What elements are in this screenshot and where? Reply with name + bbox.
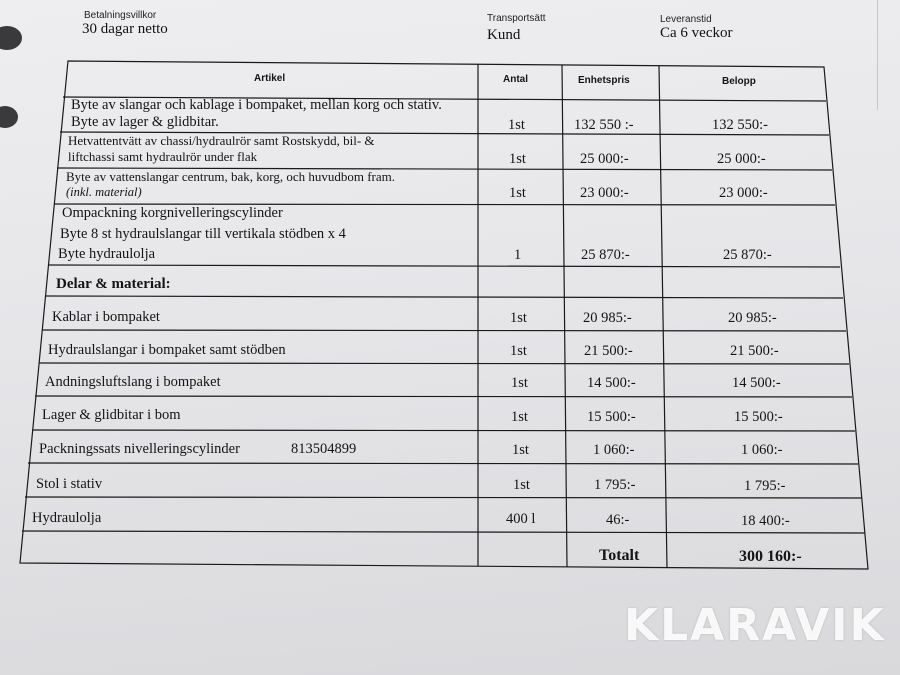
row-divider [46, 296, 843, 298]
klaravik-watermark: KLARAVIK [624, 600, 886, 651]
part-quantity: 1st [511, 409, 528, 425]
transport-value: Kund [487, 27, 521, 43]
row-divider [22, 531, 865, 533]
part-number: 813504899 [291, 441, 357, 457]
row-description-line: Byte av vattenslangar centrum, bak, korg, och huvudbom fram. [66, 169, 396, 184]
total-value: 300 160:- [739, 548, 802, 565]
part-name: Stol i stativ [36, 476, 103, 492]
part-quantity: 400 l [506, 511, 536, 527]
part-unit-price: 14 500:- [587, 375, 636, 391]
row-description-line: Ompackning korgnivelleringscylinder [62, 205, 283, 221]
part-quantity: 1st [511, 375, 528, 391]
part-name: Hydraulslangar i bompaket samt stödben [48, 342, 286, 358]
row-description-line: liftchassi samt hydraulrör under flak [68, 149, 258, 164]
payment-terms-value: 30 dagar netto [82, 21, 168, 37]
row-description-line: Byte av lager & glidbitar. [71, 114, 219, 130]
row-divider [42, 330, 846, 331]
row-divider [28, 463, 858, 464]
part-amount: 1 060:- [741, 442, 783, 458]
part-name: Hydraulolja [32, 510, 102, 526]
column-header-amount: Belopp [722, 76, 756, 87]
part-name: Kablar i bompaket [52, 309, 160, 325]
row-description-line: Byte hydraulolja [58, 246, 156, 262]
delivery-time-value: Ca 6 veckor [660, 25, 733, 41]
section-heading-parts: Delar & material: [56, 276, 171, 292]
row-unit-price: 132 550 :- [574, 117, 634, 133]
part-amount: 1 795:- [744, 478, 786, 494]
part-quantity: 1st [513, 477, 530, 493]
row-description-note: (inkl. material) [66, 185, 142, 199]
part-amount: 20 985:- [728, 310, 777, 326]
row-divider [32, 430, 855, 431]
row-divider [35, 396, 852, 397]
punch-hole [0, 26, 22, 50]
part-unit-price: 1 795:- [594, 477, 636, 493]
row-unit-price: 25 000:- [580, 151, 629, 167]
row-amount: 132 550:- [712, 117, 768, 133]
row-amount: 25 000:- [717, 151, 766, 167]
row-quantity: 1 [514, 247, 522, 263]
paper-edge [877, 0, 878, 110]
part-quantity: 1st [512, 442, 529, 458]
part-unit-price: 15 500:- [587, 409, 636, 425]
row-description-line: Byte av slangar och kablage i bompaket, mellan korg och stativ. [71, 97, 442, 113]
row-description-line: Byte 8 st hydraulslangar till vertikala stödben x 4 [60, 226, 346, 242]
part-name: Lager & glidbitar i bom [42, 407, 181, 423]
column-divider [659, 66, 667, 568]
part-quantity: 1st [510, 310, 527, 326]
punch-hole [0, 106, 18, 128]
part-unit-price: 46:- [606, 512, 630, 528]
row-unit-price: 23 000:- [580, 185, 629, 201]
transport-label: Transportsätt [487, 13, 546, 24]
column-divider [562, 65, 567, 567]
part-amount: 14 500:- [732, 375, 781, 391]
part-unit-price: 21 500:- [584, 343, 633, 359]
delivery-time-label: Leveranstid [660, 14, 712, 25]
part-amount: 21 500:- [730, 343, 779, 359]
column-header-unit-price: Enhetspris [578, 75, 630, 86]
row-description-line: Hetvattentvätt av chassi/hydraulrör samt Rostskydd, bil- & [68, 133, 375, 148]
row-quantity: 1st [508, 117, 525, 133]
part-quantity: 1st [510, 343, 527, 359]
row-quantity: 1st [509, 151, 526, 167]
row-unit-price: 25 870:- [581, 247, 630, 263]
total-label: Totalt [599, 547, 640, 564]
row-divider [49, 265, 840, 267]
payment-terms-label: Betalningsvillkor [84, 10, 157, 21]
part-name: Packningssats nivelleringscylinder [39, 441, 240, 457]
part-amount: 18 400:- [741, 513, 790, 529]
part-unit-price: 20 985:- [583, 310, 632, 326]
part-name: Andningsluftslang i bompaket [45, 374, 221, 390]
part-unit-price: 1 060:- [593, 442, 635, 458]
row-divider [25, 497, 862, 498]
part-amount: 15 500:- [734, 409, 783, 425]
row-quantity: 1st [509, 185, 526, 201]
column-header-quantity: Antal [503, 74, 528, 85]
row-amount: 23 000:- [719, 185, 768, 201]
column-header-article: Artikel [254, 73, 286, 84]
row-amount: 25 870:- [723, 247, 772, 263]
row-divider [39, 363, 849, 364]
